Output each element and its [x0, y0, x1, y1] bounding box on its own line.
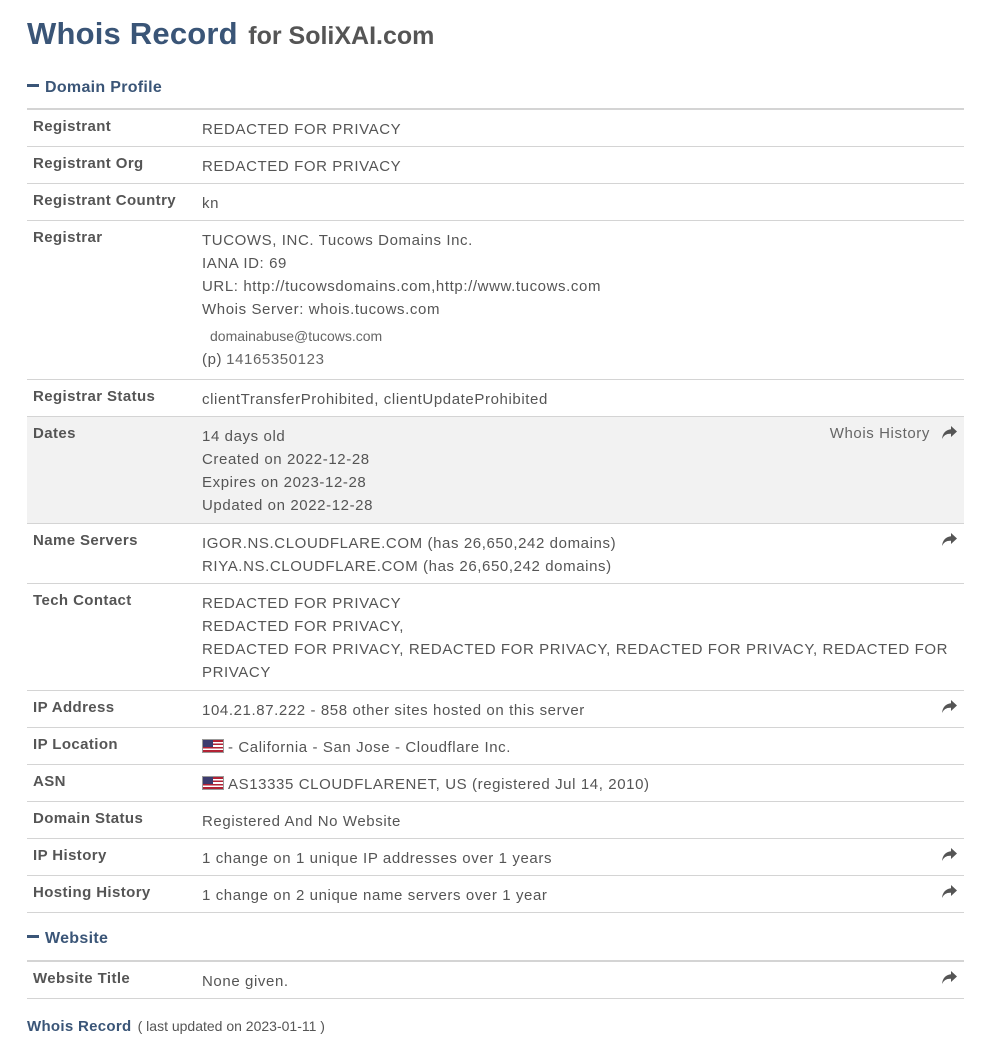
registrar-iana: IANA ID: 69 — [202, 255, 287, 272]
label-name-servers: Name Servers — [33, 532, 138, 549]
value-hosting-history: 1 change on 2 unique name servers over 1 year — [202, 887, 548, 904]
tech-contact-line-3: REDACTED FOR PRIVACY, REDACTED FOR PRIVACY, REDACTED FOR PRIVACY, REDACTED FOR PRIVACY — [202, 641, 949, 681]
value-asn — [202, 773, 954, 796]
phone-prefix: (p) — [202, 351, 223, 368]
value-registrant-org: REDACTED FOR PRIVACY — [202, 158, 402, 175]
value-registrant-country: kn — [202, 195, 220, 212]
row-hosting-history — [27, 876, 964, 913]
label-website-title: Website Title — [33, 970, 131, 987]
registrar-url: URL: http://tucowsdomains.com,http://www.tucows.com — [202, 278, 602, 295]
value-ip-location — [202, 736, 954, 759]
label-registrar-status: Registrar Status — [33, 388, 156, 405]
row-registrar — [27, 221, 964, 380]
share-arrow-icon[interactable] — [941, 699, 958, 715]
tech-contact-line-2: REDACTED FOR PRIVACY, — [202, 618, 405, 635]
row-ip-location — [27, 728, 964, 765]
footer-last-updated: ( last updated on 2023-01-11 ) — [137, 1018, 325, 1034]
value-registrar-status: clientTransferProhibited, clientUpdateProhibited — [202, 391, 548, 408]
value-tech-contact — [202, 592, 954, 684]
row-registrant-country — [27, 184, 964, 221]
row-ip-address — [27, 691, 964, 728]
section-label: Website — [45, 930, 109, 947]
row-registrant — [27, 110, 964, 147]
collapse-icon — [27, 84, 39, 87]
label-ip-address: IP Address — [33, 699, 115, 716]
value-ip-address: 104.21.87.222 - 858 other sites hosted on this server — [202, 702, 585, 719]
row-website-title — [27, 962, 964, 999]
tech-contact-line-1: REDACTED FOR PRIVACY — [202, 595, 402, 612]
page-title-main: Whois Record — [27, 16, 238, 51]
us-flag-icon — [202, 776, 224, 790]
registrar-phone: 14165350123 — [226, 351, 325, 368]
page-title-domain: for SoliXAI.com — [248, 22, 435, 50]
website-table — [27, 960, 964, 999]
section-label: Domain Profile — [45, 79, 163, 96]
value-registrant: REDACTED FOR PRIVACY — [202, 121, 402, 138]
value-ip-history: 1 change on 1 unique IP addresses over 1 years — [202, 850, 553, 867]
asn-text: AS13335 CLOUDFLARENET, US (registered Jul 14, 2010) — [228, 776, 650, 793]
share-arrow-icon[interactable] — [941, 847, 958, 863]
label-registrant-country: Registrant Country — [33, 192, 177, 209]
registrar-email: domainabuse@tucows.com — [210, 328, 383, 344]
section-header-website[interactable] — [27, 930, 108, 952]
registrar-phone-row — [202, 348, 954, 371]
page-title — [27, 16, 434, 52]
label-tech-contact: Tech Contact — [33, 592, 132, 609]
row-tech-contact — [27, 584, 964, 691]
share-arrow-icon[interactable] — [941, 884, 958, 900]
row-dates — [27, 417, 964, 524]
section-header-domain-profile[interactable] — [27, 79, 162, 101]
ip-location-text: - California - San Jose - Cloudflare Inc. — [228, 739, 512, 756]
value-name-servers — [202, 532, 954, 578]
label-ip-history: IP History — [33, 847, 107, 864]
label-asn: ASN — [33, 773, 66, 790]
row-ip-history — [27, 839, 964, 876]
footer-title: Whois Record — [27, 1018, 132, 1035]
registrar-name: TUCOWS, INC. Tucows Domains Inc. — [202, 232, 473, 249]
value-registrar — [202, 229, 954, 371]
value-domain-status: Registered And No Website — [202, 813, 401, 830]
name-server-1: IGOR.NS.CLOUDFLARE.COM (has 26,650,242 domains) — [202, 535, 617, 552]
collapse-icon — [27, 935, 39, 938]
domain-profile-table — [27, 108, 964, 913]
row-domain-status — [27, 802, 964, 839]
row-name-servers — [27, 524, 964, 584]
domain-age: 14 days old — [202, 428, 286, 445]
expires-date: Expires on 2023-12-28 — [202, 474, 367, 491]
share-arrow-icon[interactable] — [941, 970, 958, 986]
label-registrant: Registrant — [33, 118, 112, 135]
label-hosting-history: Hosting History — [33, 884, 151, 901]
us-flag-icon — [202, 739, 224, 753]
label-registrant-org: Registrant Org — [33, 155, 144, 172]
row-registrant-org — [27, 147, 964, 184]
label-ip-location: IP Location — [33, 736, 118, 753]
created-date: Created on 2022-12-28 — [202, 451, 370, 468]
share-arrow-icon[interactable] — [941, 425, 958, 441]
whois-history-link[interactable]: Whois History — [829, 425, 930, 442]
label-dates: Dates — [33, 425, 76, 442]
footer — [27, 1018, 325, 1035]
label-domain-status: Domain Status — [33, 810, 144, 827]
row-registrar-status — [27, 380, 964, 417]
row-asn — [27, 765, 964, 802]
value-website-title: None given. — [202, 973, 289, 990]
registrar-whois-server: Whois Server: whois.tucows.com — [202, 301, 441, 318]
name-server-2: RIYA.NS.CLOUDFLARE.COM (has 26,650,242 domains) — [202, 558, 612, 575]
share-arrow-icon[interactable] — [941, 532, 958, 548]
updated-date: Updated on 2022-12-28 — [202, 497, 374, 514]
label-registrar: Registrar — [33, 229, 103, 246]
